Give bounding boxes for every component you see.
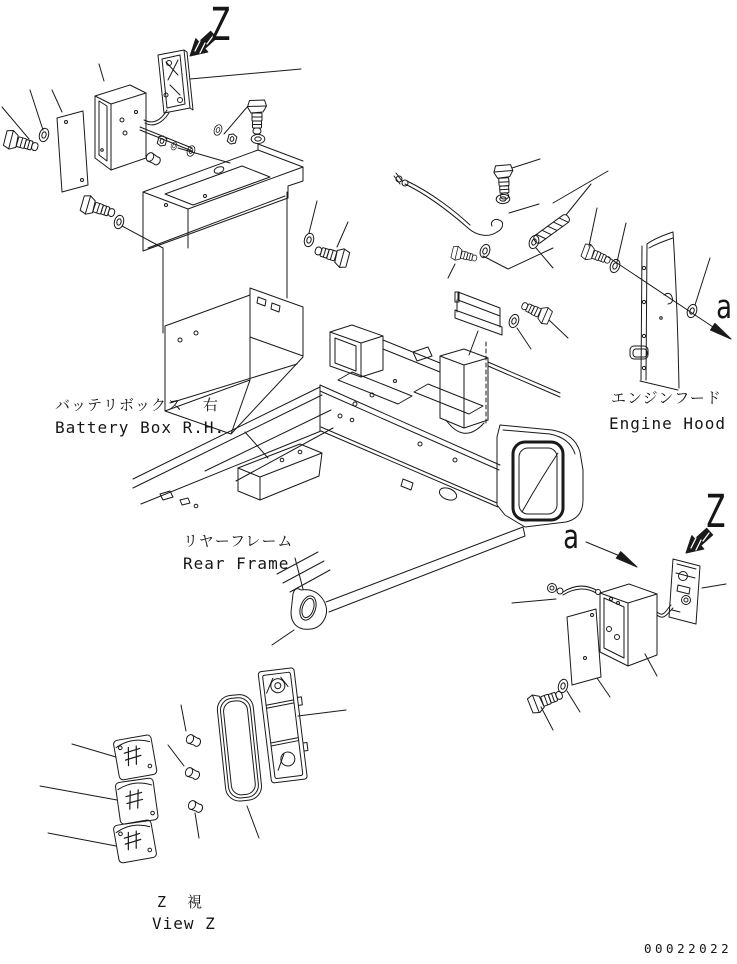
harness-and-bracket: [394, 159, 608, 424]
grommet-set: [213, 124, 238, 145]
terminal-rod: [140, 127, 196, 167]
grommet: [184, 766, 201, 780]
latch-housing: [258, 667, 311, 783]
hex-bolt: [450, 245, 478, 265]
engine-hood: [580, 208, 731, 390]
battery-box-upper: [95, 85, 146, 170]
wiring-connector: [548, 584, 601, 596]
grommet: [185, 733, 202, 747]
gasket-seal: [216, 693, 263, 802]
detail-a-arrow-frame: [586, 542, 637, 567]
rear-frame-label-en: Rear Frame: [183, 554, 290, 573]
washer: [38, 127, 50, 143]
rear-frame: [133, 325, 583, 645]
view-z-label-jp: Z 視: [157, 893, 204, 911]
hatched-rod: [532, 213, 570, 244]
latch-plate: [158, 50, 193, 113]
mounting-tray: [143, 144, 303, 251]
view-z-label-en: View Z: [152, 914, 216, 933]
rear-frame-label-jp: リヤーフレーム: [183, 532, 294, 550]
hex-bolt: [79, 194, 117, 223]
washer: [303, 232, 315, 248]
hinge-plate-3: [113, 819, 157, 863]
wiring-harness: [394, 173, 503, 235]
hex-bolt: [248, 100, 267, 134]
tow-lug: [272, 527, 525, 645]
washer: [251, 134, 265, 143]
view-letter-top: Z: [210, 0, 231, 51]
battery-box: [600, 584, 657, 666]
engine-hood-label-en: Engine Hood: [609, 414, 726, 433]
latch-plate: [669, 559, 700, 624]
washer: [113, 214, 125, 230]
latch-wire: [144, 110, 169, 125]
engine-hood-label-jp: エンジンフード: [611, 389, 722, 407]
detail-letter-frame: a: [563, 517, 579, 556]
hinge-plate-1: [113, 734, 157, 780]
hex-bolt: [2, 129, 40, 157]
hex-bolt: [527, 685, 565, 714]
cover-plate: [567, 609, 601, 685]
hex-bolt: [580, 243, 613, 269]
box-latch-wire: [657, 605, 673, 617]
hex-bolt: [313, 241, 351, 269]
view-letter-right: Z: [705, 485, 726, 538]
hood-handle: [630, 346, 648, 359]
battery-box-label-jp: バッテリボックス 右: [55, 396, 219, 414]
leader-lines: [448, 159, 608, 424]
left-pillar: [330, 325, 383, 377]
deck-and-body: [280, 372, 500, 507]
hex-bolt: [519, 297, 554, 325]
grommet: [187, 799, 204, 813]
channel-bracket: [455, 292, 502, 335]
hinge-plate-2: [115, 778, 158, 825]
right-end-cap: [497, 425, 583, 527]
battery-box-label-en: Battery Box R.H.: [55, 418, 226, 437]
battery-box-rear-assembly: [512, 542, 726, 730]
washer: [507, 313, 520, 329]
drawing-part-number: 00022022: [644, 941, 733, 956]
view-z-detail: [40, 667, 346, 863]
detail-letter-hood: a: [716, 287, 732, 326]
